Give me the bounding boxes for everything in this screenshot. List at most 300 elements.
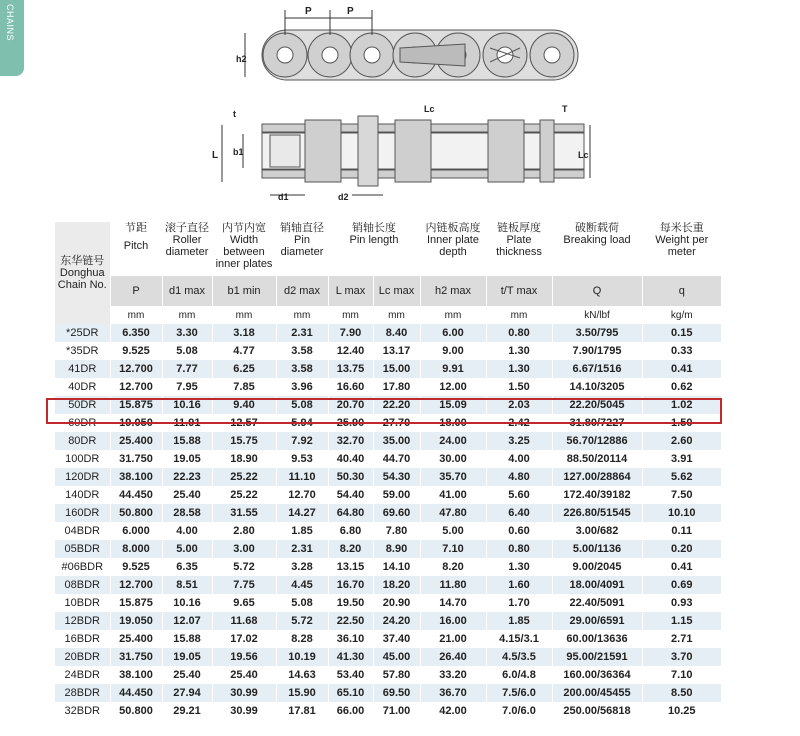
table-cell: 69.50 [373, 684, 420, 702]
chain-number-cell: 100DR [55, 450, 110, 468]
table-cell: 1.70 [486, 594, 552, 612]
table-cell: 31.750 [110, 450, 162, 468]
table-cell: 6.0/4.8 [486, 666, 552, 684]
unit-cell: mm [162, 306, 212, 324]
table-cell: 4.00 [162, 522, 212, 540]
table-cell: 0.11 [642, 522, 721, 540]
table-cell: 36.70 [420, 684, 486, 702]
table-cell: 0.93 [642, 594, 721, 612]
side-tab-label: CHAINS [5, 4, 15, 42]
chain-diagram [0, 0, 800, 222]
table-cell: 1.85 [276, 522, 328, 540]
table-cell: 10.19 [276, 648, 328, 666]
table-cell: 1.30 [486, 342, 552, 360]
unit-cell: mm [110, 306, 162, 324]
table-cell: 15.90 [276, 684, 328, 702]
header-pin-length: 销轴长度 Pin length [328, 222, 420, 276]
table-cell: 7.5/6.0 [486, 684, 552, 702]
label-T: T [562, 104, 568, 114]
chain-number-cell: #06BDR [55, 558, 110, 576]
table-cell: 30.99 [212, 702, 276, 720]
table-cell: 38.100 [110, 666, 162, 684]
unit-cell: mm [276, 306, 328, 324]
table-cell: 47.80 [420, 504, 486, 522]
table-cell: 50.800 [110, 702, 162, 720]
table-cell: 5.60 [486, 486, 552, 504]
label-L: L [212, 150, 219, 161]
table-cell: 5.08 [162, 342, 212, 360]
chain-number-cell: 50DR [55, 396, 110, 414]
table-cell: 6.35 [162, 558, 212, 576]
table-cell: 10.16 [162, 594, 212, 612]
table-cell: 1.30 [486, 558, 552, 576]
table-cell: 0.41 [642, 558, 721, 576]
chain-number-cell: 10BDR [55, 594, 110, 612]
table-cell: 6.25 [212, 360, 276, 378]
table-cell: 65.10 [328, 684, 373, 702]
table-cell: 200.00/45455 [552, 684, 642, 702]
table-cell: 12.07 [162, 612, 212, 630]
table-cell: 9.65 [212, 594, 276, 612]
table-cell: 7.10 [642, 666, 721, 684]
label-lc-right: Lc [578, 150, 589, 160]
table-cell: 20.90 [373, 594, 420, 612]
table-cell: 6.350 [110, 324, 162, 342]
table-cell: 36.10 [328, 630, 373, 648]
table-cell: 44.70 [373, 450, 420, 468]
label-d1: d1 [278, 192, 289, 202]
table-cell: 31.80/7227 [552, 414, 642, 432]
table-cell: 38.100 [110, 468, 162, 486]
table-cell: 16.60 [328, 378, 373, 396]
table-cell: 2.03 [486, 396, 552, 414]
table-cell: 17.80 [373, 378, 420, 396]
chain-number-cell: 160DR [55, 504, 110, 522]
table-cell: 41.30 [328, 648, 373, 666]
table-cell: 30.99 [212, 684, 276, 702]
table-cell: 15.09 [420, 396, 486, 414]
table-row [55, 594, 721, 612]
chain-number-cell: 140DR [55, 486, 110, 504]
table-cell: 57.80 [373, 666, 420, 684]
table-cell: 7.92 [276, 432, 328, 450]
table-cell: 13.75 [328, 360, 373, 378]
table-cell: 25.90 [328, 414, 373, 432]
table-row [55, 522, 721, 540]
table-cell: 21.00 [420, 630, 486, 648]
table-cell: 18.20 [373, 576, 420, 594]
label-h2: h2 [236, 54, 247, 64]
table-cell: 15.875 [110, 594, 162, 612]
table-cell: 15.75 [212, 432, 276, 450]
header-row-units [55, 306, 721, 324]
table-cell: 0.41 [642, 360, 721, 378]
table-cell: 22.50 [328, 612, 373, 630]
chain-number-cell: 41DR [55, 360, 110, 378]
table-cell: 1.30 [486, 360, 552, 378]
table-cell: 160.00/36364 [552, 666, 642, 684]
table-cell: 18.90 [212, 450, 276, 468]
table-cell: 4.5/3.5 [486, 648, 552, 666]
table-cell: 9.525 [110, 342, 162, 360]
table-cell: 14.63 [276, 666, 328, 684]
table-cell: 0.15 [642, 324, 721, 342]
table-cell: 7.75 [212, 576, 276, 594]
table-cell: 64.80 [328, 504, 373, 522]
table-cell: 9.00 [420, 342, 486, 360]
symbol-cell: L max [328, 276, 373, 306]
chain-top-view [262, 30, 578, 80]
table-cell: 24.20 [373, 612, 420, 630]
chain-number-cell: 08BDR [55, 576, 110, 594]
table-cell: 45.00 [373, 648, 420, 666]
table-cell: 5.62 [642, 468, 721, 486]
table-cell: 250.00/56818 [552, 702, 642, 720]
table-cell: 0.60 [486, 522, 552, 540]
chain-number-cell: 16BDR [55, 630, 110, 648]
label-t: t [233, 109, 236, 119]
table-cell: 1.50 [642, 414, 721, 432]
table-cell: 25.40 [162, 486, 212, 504]
table-cell: 5.94 [276, 414, 328, 432]
unit-cell: mm [420, 306, 486, 324]
table-cell: 14.10 [373, 558, 420, 576]
table-cell: 16.70 [328, 576, 373, 594]
table-cell: 37.40 [373, 630, 420, 648]
table-cell: 15.00 [373, 360, 420, 378]
table-cell: 0.33 [642, 342, 721, 360]
table-cell: 3.00/682 [552, 522, 642, 540]
table-cell: 27.94 [162, 684, 212, 702]
table-cell: 9.00/2045 [552, 558, 642, 576]
table-cell: 28.58 [162, 504, 212, 522]
table-cell: 3.18 [212, 324, 276, 342]
table-cell: 0.62 [642, 378, 721, 396]
table-cell: 25.40 [162, 666, 212, 684]
table-cell: 10.10 [642, 504, 721, 522]
table-cell: 24.00 [420, 432, 486, 450]
table-cell: 7.90 [328, 324, 373, 342]
table-cell: 53.40 [328, 666, 373, 684]
table-cell: 3.58 [276, 342, 328, 360]
label-b1: b1 [233, 147, 244, 157]
table-cell: 11.10 [276, 468, 328, 486]
table-cell: 10.16 [162, 396, 212, 414]
table-cell: 25.22 [212, 468, 276, 486]
table-cell: 25.400 [110, 630, 162, 648]
table-cell: 25.400 [110, 432, 162, 450]
table-row [55, 702, 721, 720]
table-row [55, 540, 721, 558]
table-cell: 3.58 [276, 360, 328, 378]
table-cell: 15.875 [110, 396, 162, 414]
table-row [55, 504, 721, 522]
table-cell: 9.40 [212, 396, 276, 414]
table-cell: 12.57 [212, 414, 276, 432]
table-cell: 4.00 [486, 450, 552, 468]
table-cell: 3.28 [276, 558, 328, 576]
table-row [55, 558, 721, 576]
table-row [55, 612, 721, 630]
table-cell: 33.20 [420, 666, 486, 684]
table-cell: 172.40/39182 [552, 486, 642, 504]
label-p1: P [305, 6, 312, 17]
symbol-cell: d1 max [162, 276, 212, 306]
table-cell: 50.800 [110, 504, 162, 522]
table-cell: 7.77 [162, 360, 212, 378]
chain-side-view [262, 116, 584, 186]
table-cell: 19.050 [110, 612, 162, 630]
chain-number-cell: 40DR [55, 378, 110, 396]
table-cell: 8.000 [110, 540, 162, 558]
table-cell: 50.30 [328, 468, 373, 486]
table-cell: 6.00 [420, 324, 486, 342]
table-cell: 22.40/5091 [552, 594, 642, 612]
table-cell: 19.05 [162, 648, 212, 666]
table-cell: 13.15 [328, 558, 373, 576]
unit-cell: mm [373, 306, 420, 324]
symbol-cell: h2 max [420, 276, 486, 306]
table-cell: 19.50 [328, 594, 373, 612]
table-cell: 1.85 [486, 612, 552, 630]
table-cell: 27.70 [373, 414, 420, 432]
table-cell: 4.15/3.1 [486, 630, 552, 648]
table-cell: 11.80 [420, 576, 486, 594]
table-cell: 44.450 [110, 684, 162, 702]
table-cell: 25.22 [212, 486, 276, 504]
table-cell: 25.40 [212, 666, 276, 684]
highlighted-row-box [46, 398, 722, 424]
unit-cell: mm [486, 306, 552, 324]
table-cell: 41.00 [420, 486, 486, 504]
table-row [55, 378, 721, 396]
table-cell: 35.70 [420, 468, 486, 486]
table-cell: 8.20 [328, 540, 373, 558]
header-pin-diameter: 销轴直径 Pin diameter [276, 222, 328, 276]
table-body [55, 324, 721, 720]
table-row [55, 450, 721, 468]
table-cell: 3.00 [212, 540, 276, 558]
table-cell: 127.00/28864 [552, 468, 642, 486]
table-cell: 7.10 [420, 540, 486, 558]
table-cell: 3.50/795 [552, 324, 642, 342]
chain-spec-table [55, 222, 721, 720]
table-cell: 5.00 [420, 522, 486, 540]
table-cell: 22.20/5045 [552, 396, 642, 414]
header-inner-width: 内节内宽 Width between inner plates [212, 222, 276, 276]
header-chain-no: 东华链号 Donghua Chain No. [55, 222, 110, 324]
table-cell: 2.31 [276, 324, 328, 342]
table-cell: 4.77 [212, 342, 276, 360]
table-cell: 15.88 [162, 432, 212, 450]
table-cell: 0.80 [486, 324, 552, 342]
table-cell: 1.15 [642, 612, 721, 630]
table-cell: 2.31 [276, 540, 328, 558]
table-cell: 6.67/1516 [552, 360, 642, 378]
table-cell: 26.40 [420, 648, 486, 666]
table-row [55, 468, 721, 486]
header-breaking-load: 破断载荷 Breaking load [552, 222, 642, 276]
symbol-cell: Q [552, 276, 642, 306]
table-cell: 88.50/20114 [552, 450, 642, 468]
table-cell: 22.20 [373, 396, 420, 414]
symbol-cell: q [642, 276, 721, 306]
table-cell: 17.02 [212, 630, 276, 648]
table-cell: 35.00 [373, 432, 420, 450]
table-cell: 22.23 [162, 468, 212, 486]
chain-number-cell: 28BDR [55, 684, 110, 702]
table-cell: 13.17 [373, 342, 420, 360]
table-cell: 1.02 [642, 396, 721, 414]
chain-number-cell: 32BDR [55, 702, 110, 720]
table-cell: 1.50 [486, 378, 552, 396]
table-cell: 0.20 [642, 540, 721, 558]
table-cell: 7.80 [373, 522, 420, 540]
table-cell: 32.70 [328, 432, 373, 450]
table-cell: 42.00 [420, 702, 486, 720]
table-cell: 5.00 [162, 540, 212, 558]
table-cell: 5.08 [276, 594, 328, 612]
table-cell: 5.72 [276, 612, 328, 630]
table-cell: 19.56 [212, 648, 276, 666]
chain-number-cell: 05BDR [55, 540, 110, 558]
table-cell: 7.85 [212, 378, 276, 396]
table-cell: 31.750 [110, 648, 162, 666]
chain-number-cell: 120DR [55, 468, 110, 486]
table-cell: 14.70 [420, 594, 486, 612]
table-cell: 30.00 [420, 450, 486, 468]
table-cell: 19.050 [110, 414, 162, 432]
table-cell: 59.00 [373, 486, 420, 504]
table-cell: 4.45 [276, 576, 328, 594]
unit-cell: mm [328, 306, 373, 324]
table-cell: 3.70 [642, 648, 721, 666]
table-cell: 9.525 [110, 558, 162, 576]
table-cell: 14.10/3205 [552, 378, 642, 396]
table-cell: 3.25 [486, 432, 552, 450]
table-cell: 3.30 [162, 324, 212, 342]
symbol-cell: d2 max [276, 276, 328, 306]
table-cell: 56.70/12886 [552, 432, 642, 450]
table-cell: 66.00 [328, 702, 373, 720]
header-inner-plate-depth: 内链板高度 Inner plate depth [420, 222, 486, 276]
symbol-cell: P [110, 276, 162, 306]
table-cell: 29.00/6591 [552, 612, 642, 630]
table-cell: 226.80/51545 [552, 504, 642, 522]
header-pitch: 节距 Pitch [110, 222, 162, 276]
table-cell: 29.21 [162, 702, 212, 720]
table-cell: 12.00 [420, 378, 486, 396]
label-d2: d2 [338, 192, 349, 202]
table-cell: 2.42 [486, 414, 552, 432]
unit-cell: kN/lbf [552, 306, 642, 324]
unit-cell: mm [212, 306, 276, 324]
table-cell: 6.40 [486, 504, 552, 522]
unit-cell: kg/m [642, 306, 721, 324]
table-cell: 95.00/21591 [552, 648, 642, 666]
table-cell: 5.72 [212, 558, 276, 576]
table-row [55, 432, 721, 450]
table-cell: 11.91 [162, 414, 212, 432]
table-cell: 2.80 [212, 522, 276, 540]
table-cell: 40.40 [328, 450, 373, 468]
table-cell: 54.40 [328, 486, 373, 504]
table-cell: 54.30 [373, 468, 420, 486]
table-cell: 8.20 [420, 558, 486, 576]
table-cell: 16.00 [420, 612, 486, 630]
table-cell: 18.00 [420, 414, 486, 432]
table-cell: 8.90 [373, 540, 420, 558]
table-cell: 17.81 [276, 702, 328, 720]
table-cell: 8.51 [162, 576, 212, 594]
table-cell: 9.53 [276, 450, 328, 468]
table-cell: 15.88 [162, 630, 212, 648]
table-row [55, 360, 721, 378]
table-cell: 12.700 [110, 576, 162, 594]
table-cell: 1.60 [486, 576, 552, 594]
label-lc-left: Lc [424, 104, 435, 114]
table-cell: 12.700 [110, 360, 162, 378]
table-row [55, 486, 721, 504]
chain-number-cell: 12BDR [55, 612, 110, 630]
table-row [55, 324, 721, 342]
table-cell: 7.0/6.0 [486, 702, 552, 720]
symbol-cell: t/T max [486, 276, 552, 306]
table-cell: 7.95 [162, 378, 212, 396]
table-cell: 20.70 [328, 396, 373, 414]
label-p2: P [347, 6, 354, 17]
header-row-symbols [55, 276, 721, 306]
table-cell: 2.60 [642, 432, 721, 450]
header-weight-per-meter: 每米长重 Weight per meter [642, 222, 721, 276]
table-cell: 31.55 [212, 504, 276, 522]
table-cell: 60.00/13636 [552, 630, 642, 648]
table-cell: 0.80 [486, 540, 552, 558]
table-cell: 12.700 [110, 378, 162, 396]
header-row-names [55, 222, 721, 276]
table-cell: 14.27 [276, 504, 328, 522]
table-cell: 8.40 [373, 324, 420, 342]
table-cell: 5.08 [276, 396, 328, 414]
chain-number-cell: *35DR [55, 342, 110, 360]
table-row [55, 666, 721, 684]
chain-number-cell: 04BDR [55, 522, 110, 540]
chain-number-cell: 80DR [55, 432, 110, 450]
table-cell: 0.69 [642, 576, 721, 594]
table-cell: 11.68 [212, 612, 276, 630]
table-cell: 10.25 [642, 702, 721, 720]
table-cell: 71.00 [373, 702, 420, 720]
table-cell: 3.96 [276, 378, 328, 396]
table-cell: 19.05 [162, 450, 212, 468]
header-plate-thickness: 链板厚度 Plate thickness [486, 222, 552, 276]
table-cell: 69.60 [373, 504, 420, 522]
chain-number-cell: 60DR [55, 414, 110, 432]
symbol-cell: b1 min [212, 276, 276, 306]
table-cell: 12.40 [328, 342, 373, 360]
chain-number-cell: *25DR [55, 324, 110, 342]
table-row [55, 684, 721, 702]
table-row [55, 648, 721, 666]
header-roller-diameter: 滚子直径 Roller diameter [162, 222, 212, 276]
table-cell: 4.80 [486, 468, 552, 486]
table-cell: 3.91 [642, 450, 721, 468]
table-cell: 8.28 [276, 630, 328, 648]
table-cell: 6.000 [110, 522, 162, 540]
table-row [55, 630, 721, 648]
table-cell: 7.50 [642, 486, 721, 504]
table-cell: 44.450 [110, 486, 162, 504]
